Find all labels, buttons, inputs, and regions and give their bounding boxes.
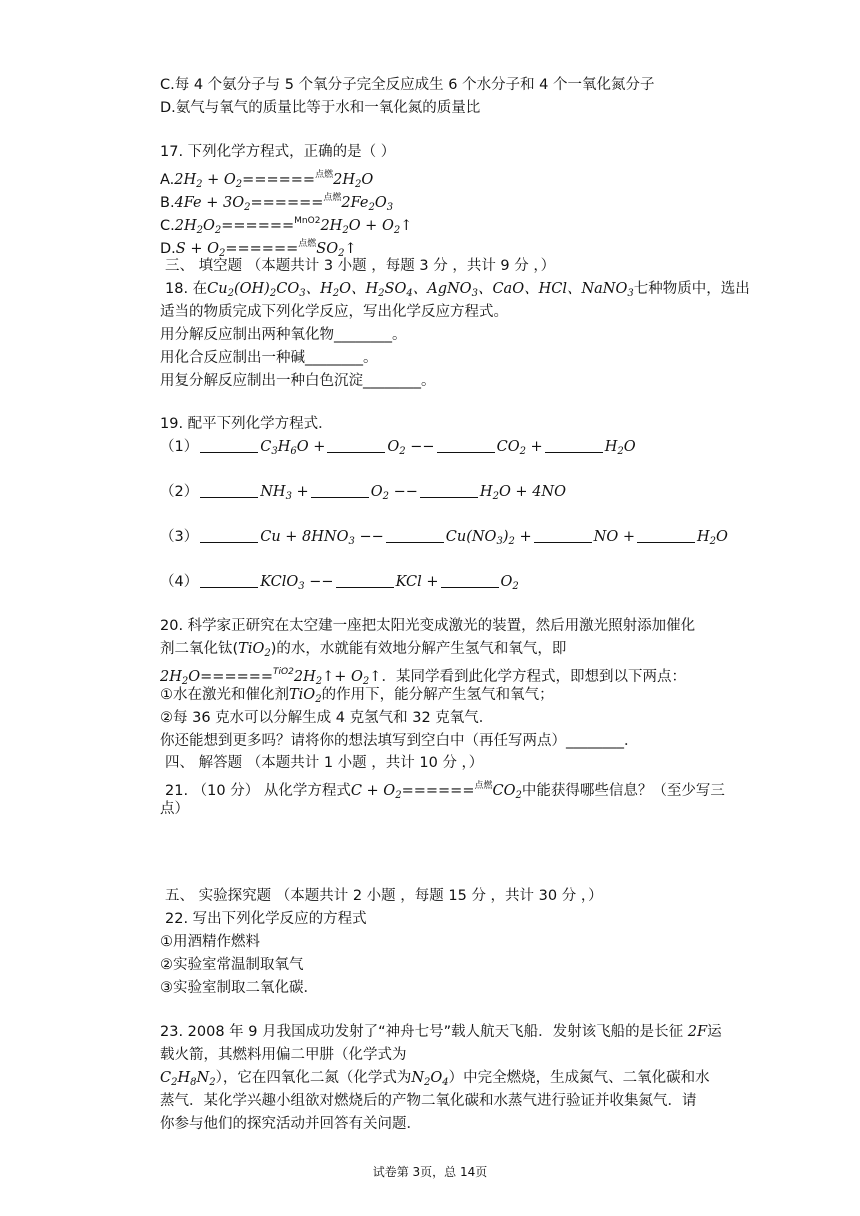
q23-line3: $C_2H_8N_2$），它在四氧化二氮（化学式为$N_2O_4$）中完全燃烧，生成氮气、二氧化碳和水 bbox=[160, 1070, 710, 1088]
section4-header: 四、 解答题 （本题共计 1 小题 ，共计 10 分 ，） bbox=[165, 755, 484, 771]
q18-line5: 用复分解反应制出一种白色沉淀________。 bbox=[160, 373, 436, 389]
q23-line2: 载火箭，其燃料用偏二甲肼（化学式为 bbox=[160, 1047, 407, 1063]
q23-line4: 蒸气．某化学兴趣小组欲对燃烧后的产物二氧化碳和水蒸气进行验证并收集氮气．请 bbox=[160, 1093, 697, 1109]
q20-line6: 你还能想到更多吗？请将你的想法填写到空白中（再任写两点）________． bbox=[160, 733, 639, 749]
section3-header: 三、 填空题 （本题共计 3 小题 ，每题 3 分 ，共计 9 分 ，） bbox=[165, 258, 556, 274]
section5-header: 五、 实验探究题 （本题共计 2 小题 ，每题 15 分 ，共计 30 分 ，） bbox=[165, 888, 603, 904]
q16-option-d: D.氨气与氧气的质量比等于水和一氧化氮的质量比 bbox=[160, 100, 481, 116]
q19-eq4: （4） KClO$_3$ −− KCl + $O_2$ bbox=[160, 574, 519, 592]
q18-line2: 适当的物质完成下列化学反应，写出化学反应方程式。 bbox=[160, 304, 508, 320]
q20-line1: 20. 科学家正研究在太空建一座把太阳光变成激光的装置，然后用激光照射添加催化 bbox=[160, 618, 696, 634]
q21-line2: 点） bbox=[160, 801, 189, 817]
q20-point1: ①水在激光和催化剂TiO$_2$的作用下，能分解产生氢气和氧气； bbox=[160, 687, 554, 705]
q19-eq2: （2） $NH_3 + O_2 -- H_2O + 4NO$ bbox=[160, 484, 566, 502]
q20-point2: ②每 36 克水可以分解生成 4 克氢气和 32 克氧气． bbox=[160, 710, 494, 726]
q18-line3: 用分解反应制出两种氧化物________。 bbox=[160, 327, 407, 343]
q22-item3: ③实验室制取二氧化碳． bbox=[160, 980, 318, 996]
q19-stem: 19. 配平下列化学方程式． bbox=[160, 416, 333, 432]
q23-line5: 你参与他们的探究活动并回答有关问题． bbox=[160, 1116, 421, 1132]
q22-item1: ①用酒精作燃料 bbox=[160, 934, 260, 950]
q19-eq3: （3） $Cu + 8HNO_3 -- Cu(NO_3)_2$ + NO + $H_2O$ bbox=[160, 529, 728, 547]
q17-option-a: $A.2H_2 + O_2======^{点燃}2H_2O$ bbox=[160, 170, 374, 190]
q22-stem: 22. 写出下列化学反应的方程式 bbox=[165, 911, 367, 927]
q21-line1: 21. （10 分） 从化学方程式$C + O_2======^{点燃}CO_2$中能获得哪些信息？（至少写三 bbox=[165, 781, 725, 801]
q19-eq1: （1） $C_3H_6O + O_2 -- CO_2 + H_2O$ bbox=[160, 439, 636, 457]
q16-option-c: C.每 4 个氨分子与 5 个氧分子完全反应成生 6 个水分子和 4 个一氧化氮分子 bbox=[160, 77, 655, 93]
q17-option-c: $C.2H_2O_2======^{MnO2}2H_2O$ + $O_2↑$ bbox=[160, 216, 413, 236]
q22-item2: ②实验室常温制取氧气 bbox=[160, 957, 304, 973]
q23-line1: 23. 2008 年 9 月我国成功发射了“神舟七号”载人航天飞船．发射该飞船的是长征 2F运 bbox=[160, 1024, 722, 1040]
q18-line4: 用化合反应制出一种碱________。 bbox=[160, 350, 378, 366]
q20-line2: 剂二氧化钛(TiO$_2$)的水，水就能有效地分解产生氢气和氧气，即 bbox=[160, 641, 567, 659]
q17-option-d: $D.S + O_2======^{点燃}SO_2↑$ bbox=[160, 239, 357, 259]
q17-option-b: $B.4Fe + 3O_2======^{点燃}2Fe_2O_3$ bbox=[160, 193, 394, 213]
q18-line1: 18. 在$Cu_2(OH)_2CO_3$、$H_2O$、$H_2SO_4$、AgNO$_3$、CaO、HCl、NaNO$_3$七种物质中，选出 bbox=[165, 281, 750, 299]
q17-stem: 17. 下列化学方程式，正确的是（ ） bbox=[160, 144, 396, 160]
page-footer: 试卷第 3页，总 14页 bbox=[372, 1165, 488, 1179]
q20-line3: $2H_2O======^{TiO2}2H_2↑+$ $O_2↑$．某同学看到此化学方程式，即想到以下两点： bbox=[160, 667, 686, 687]
